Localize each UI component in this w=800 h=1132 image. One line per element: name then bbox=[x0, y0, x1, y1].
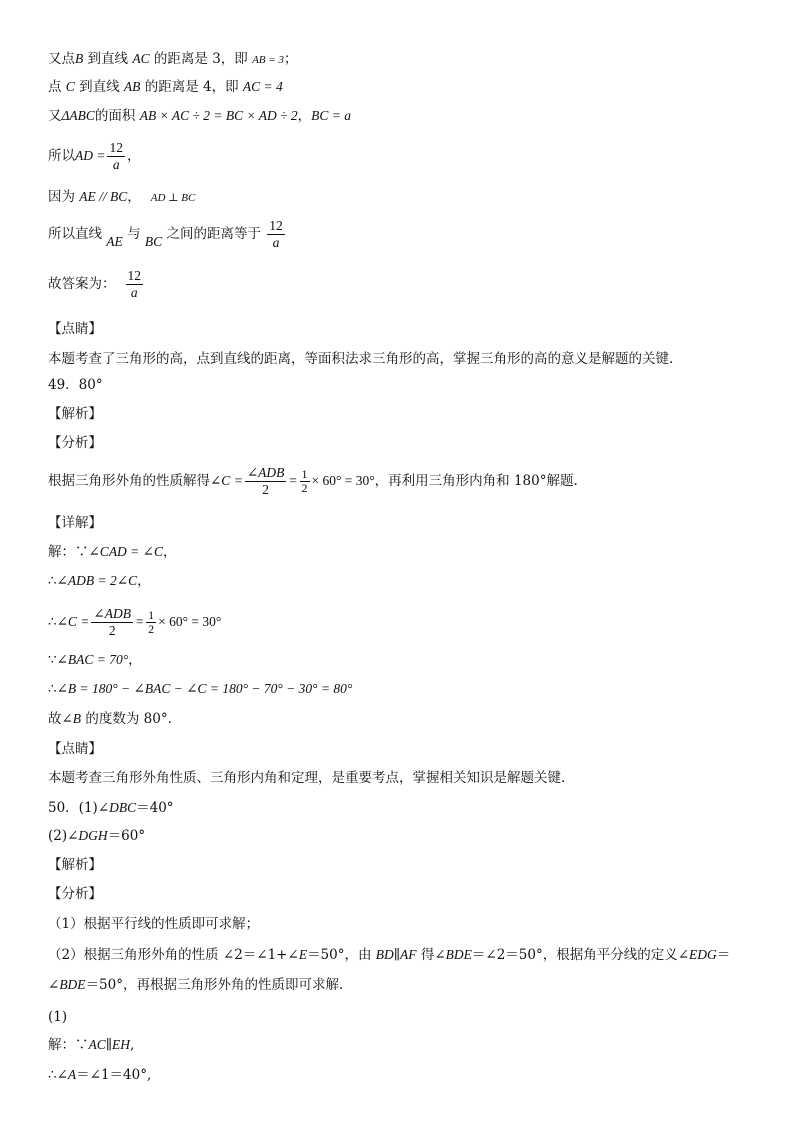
text: (2) bbox=[48, 828, 68, 844]
math: BD bbox=[375, 947, 394, 962]
math: ∠B = 180° − ∠BAC − ∠C = 180° − 70° − 30° = 80° bbox=[56, 681, 353, 696]
text: ＝∠2＝50°，根据角平分线的定义∠ bbox=[471, 947, 690, 963]
text: ∵ bbox=[48, 652, 57, 668]
math: B bbox=[75, 51, 84, 66]
text: （1）根据平行线的性质即可求解； bbox=[48, 916, 260, 932]
math: ∠C = bbox=[210, 473, 243, 488]
math: × 60° = 30° bbox=[311, 473, 375, 488]
fraction bbox=[146, 609, 156, 636]
text: 解：∵ bbox=[48, 1037, 89, 1053]
math: ∠DGH bbox=[67, 828, 108, 843]
math: EDG bbox=[689, 947, 717, 962]
line-9 bbox=[48, 350, 673, 368]
text: ， bbox=[127, 189, 141, 205]
text: 到直线 bbox=[74, 79, 124, 95]
text: ， bbox=[163, 544, 177, 560]
numerator: ∠ADB bbox=[246, 465, 285, 480]
section-heading bbox=[48, 320, 102, 338]
text: ∥ bbox=[393, 947, 401, 963]
math: AB = 3 bbox=[252, 54, 284, 66]
section-heading bbox=[48, 514, 102, 532]
line-31 bbox=[48, 1036, 134, 1054]
numerator: 12 bbox=[269, 218, 283, 233]
line-6 bbox=[48, 218, 287, 251]
line-18 bbox=[48, 651, 142, 669]
fraction bbox=[107, 140, 125, 173]
text: ＝50°，再根据三角形外角的性质即可求解. bbox=[85, 977, 344, 993]
math: BC bbox=[144, 234, 163, 249]
line-29 bbox=[48, 976, 343, 994]
text: 点 bbox=[48, 79, 66, 95]
math: BDE bbox=[445, 947, 472, 962]
text: 与 bbox=[122, 226, 145, 242]
fraction bbox=[91, 606, 133, 639]
text: ， bbox=[137, 573, 151, 589]
math: AF bbox=[400, 947, 417, 962]
text: ， bbox=[126, 148, 141, 164]
text: ， bbox=[128, 652, 142, 668]
text: ，再利用三角形内角和 180°解题. bbox=[374, 473, 578, 489]
line-2 bbox=[48, 78, 283, 96]
denominator: a bbox=[272, 235, 280, 250]
line-1 bbox=[48, 50, 297, 69]
text: ＝40° bbox=[136, 800, 174, 816]
text: 的距离是 4，即 bbox=[140, 79, 243, 95]
numerator: 12 bbox=[109, 140, 123, 155]
text: 本题考查三角形外角性质、三角形内角和定理，是重要考点，掌握相关知识是解题关键. bbox=[48, 770, 566, 786]
math: AC = 4 bbox=[242, 79, 283, 94]
math: ∠ADB = 2∠C bbox=[56, 573, 138, 588]
text: 根据三角形外角的性质解得 bbox=[48, 473, 210, 489]
text: ＝∠1＝40°, bbox=[76, 1067, 152, 1083]
text: 【解析】 bbox=[48, 406, 102, 422]
line-17 bbox=[48, 606, 221, 639]
text: ＝60° bbox=[107, 828, 146, 844]
text: 解：∵ bbox=[48, 544, 89, 560]
text: 故答案为： bbox=[48, 276, 116, 292]
text: 因为 bbox=[48, 189, 80, 205]
math: ∠DBC bbox=[97, 800, 137, 815]
text: 【点睛】 bbox=[48, 321, 102, 337]
numerator: 12 bbox=[127, 268, 141, 283]
text: 的距离是 3，即 bbox=[149, 51, 253, 67]
text: ∴ bbox=[48, 614, 57, 630]
question-50-answer-1 bbox=[48, 799, 174, 817]
section-heading bbox=[48, 740, 102, 758]
text: 故 bbox=[48, 711, 62, 727]
text: ∥ bbox=[105, 1037, 113, 1053]
denominator: 2 bbox=[108, 623, 116, 638]
denominator: 2 bbox=[301, 481, 308, 495]
math: C bbox=[65, 79, 75, 94]
math: AD = bbox=[75, 148, 106, 163]
math: ∠B bbox=[61, 711, 82, 726]
text: 【分析】 bbox=[48, 886, 102, 902]
text: ∴ bbox=[48, 573, 57, 589]
denominator: 2 bbox=[148, 622, 155, 636]
line-28 bbox=[48, 946, 730, 964]
text: 到直线 bbox=[83, 51, 133, 67]
text: ， bbox=[297, 108, 312, 124]
line-19 bbox=[48, 680, 352, 698]
math: E bbox=[298, 947, 308, 962]
text: 【点睛】 bbox=[48, 741, 102, 757]
text: , bbox=[130, 1037, 135, 1053]
line-15 bbox=[48, 543, 177, 561]
line-13 bbox=[48, 465, 578, 498]
text: 所以直线 bbox=[48, 226, 107, 242]
text: 【详解】 bbox=[48, 515, 102, 531]
fraction bbox=[245, 465, 287, 498]
question-50-answer-2 bbox=[48, 827, 145, 845]
line-20 bbox=[48, 710, 172, 728]
text: (1) bbox=[48, 1009, 68, 1025]
math: ΔABC bbox=[61, 108, 95, 123]
numerator: ∠ADB bbox=[93, 606, 131, 621]
text: ∴∠ bbox=[48, 1067, 68, 1083]
fraction bbox=[300, 468, 310, 495]
question-49-answer bbox=[48, 376, 103, 394]
line-4 bbox=[48, 140, 140, 173]
text: 所以 bbox=[48, 148, 75, 164]
fraction bbox=[126, 268, 144, 301]
math: = bbox=[134, 614, 145, 629]
text: ＝ bbox=[716, 947, 731, 963]
math: AB × AC ÷ 2 = BC × AD ÷ 2 bbox=[139, 108, 298, 123]
line-27 bbox=[48, 915, 259, 933]
line-16 bbox=[48, 572, 151, 590]
math: BC = a bbox=[311, 108, 351, 123]
section-heading bbox=[48, 434, 102, 452]
line-5 bbox=[48, 188, 195, 207]
math: = bbox=[288, 473, 298, 488]
line-3 bbox=[48, 107, 351, 125]
numerator: 1 bbox=[301, 467, 308, 481]
denominator: 2 bbox=[262, 482, 269, 497]
text: 的面积 bbox=[94, 108, 140, 124]
math: AD ⊥ BC bbox=[150, 192, 196, 204]
section-heading bbox=[48, 885, 102, 903]
math: AC bbox=[132, 51, 150, 66]
text: 50．(1) bbox=[48, 800, 98, 816]
text: ＝50°，由 bbox=[307, 947, 376, 963]
text: （2）根据三角形外角的性质 ∠2＝∠1+∠ bbox=[48, 947, 299, 963]
section-heading bbox=[48, 405, 102, 423]
line-22 bbox=[48, 769, 565, 787]
text: 本题考查了三角形的高，点到直线的距离，等面积法求三角形的高，掌握三角形的高的意义是解题的关键. bbox=[48, 351, 674, 367]
denominator: a bbox=[112, 157, 120, 172]
math: ∠BAC = 70° bbox=[56, 652, 129, 667]
line-7 bbox=[48, 268, 145, 301]
text: 【解析】 bbox=[48, 857, 102, 873]
math: EH bbox=[112, 1037, 131, 1052]
text: 【分析】 bbox=[48, 435, 102, 451]
line-30 bbox=[48, 1008, 67, 1026]
math: ∠CAD = ∠C bbox=[88, 544, 163, 559]
math: AE // BC bbox=[79, 189, 128, 204]
text: 49．80° bbox=[48, 377, 103, 393]
math: BDE bbox=[59, 977, 86, 992]
numerator: 1 bbox=[148, 608, 155, 622]
text: 之间的距离等于 bbox=[162, 226, 266, 242]
text: 的度数为 80°. bbox=[81, 711, 172, 727]
math: × 60° = 30° bbox=[158, 614, 222, 629]
text: ∠ bbox=[48, 977, 60, 993]
text: ∴ bbox=[48, 681, 57, 697]
math: ∠C = bbox=[56, 614, 90, 629]
text: 又点 bbox=[48, 51, 75, 67]
denominator: a bbox=[130, 285, 138, 300]
section-heading bbox=[48, 856, 102, 874]
math: A bbox=[67, 1067, 77, 1082]
fraction bbox=[267, 218, 285, 251]
math: AB bbox=[123, 79, 141, 94]
text: 又 bbox=[48, 108, 62, 124]
math: AE bbox=[106, 234, 123, 249]
math: AC bbox=[88, 1037, 106, 1052]
text: ； bbox=[283, 51, 298, 67]
text: 得∠ bbox=[416, 947, 446, 963]
line-32 bbox=[48, 1066, 151, 1084]
